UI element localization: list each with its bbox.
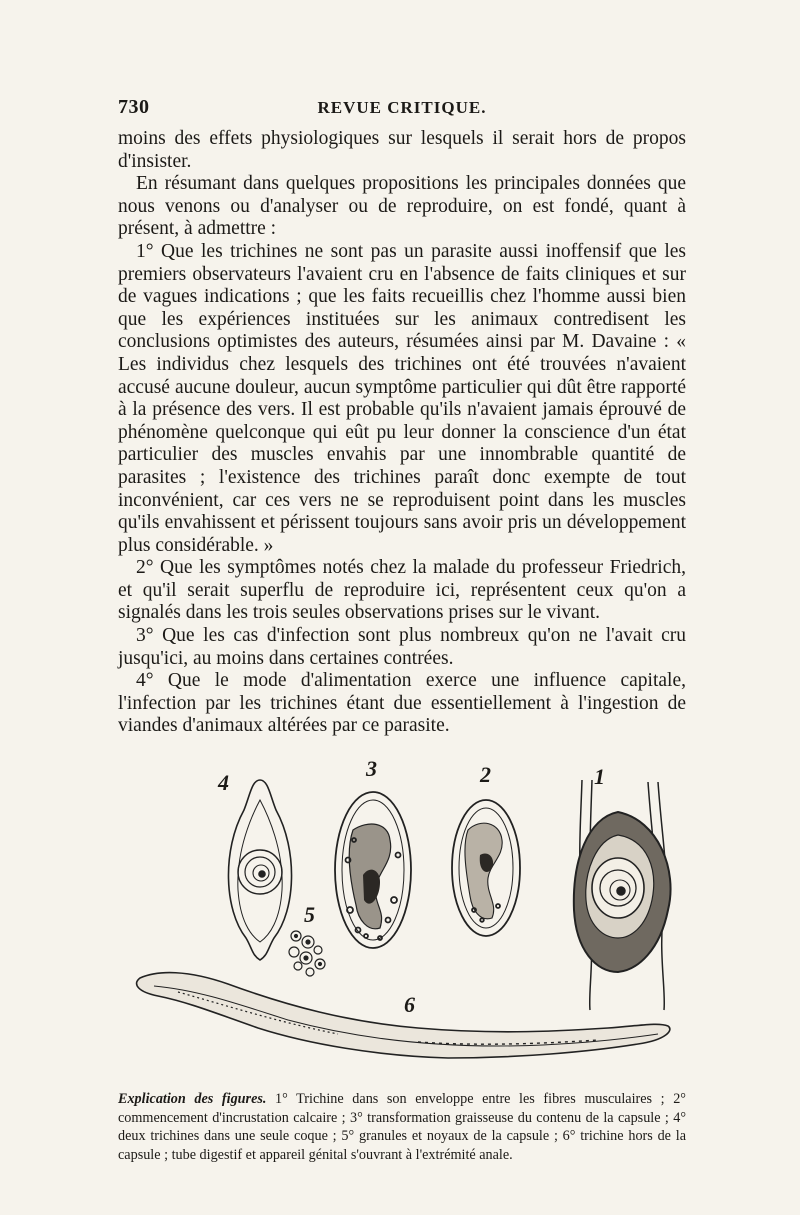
- body-text: [118, 128, 686, 738]
- running-title: REVUE CRITIQUE.: [317, 98, 487, 117]
- paragraph: En résumant dans quelques propositions les principales données que nous venons ou d'analyser ou de reproduire, on est fondé, quant à présent, à admettre :: [118, 173, 686, 240]
- caption-title: Explication des figures.: [118, 1091, 267, 1107]
- figure-2-capsule: [452, 800, 520, 936]
- paragraph: 2° Que les symptômes notés chez la malade du professeur Friedrich, et qu'il serait superflu de reproduire ici, représentent ceux qu'on a signalés dans les trois seules observations prises sur le vivant.: [118, 557, 686, 624]
- figure-label-1: 1: [594, 764, 605, 789]
- caption-text: 1° Trichine dans son enveloppe entre les fibres musculaires ; 2° commencement d'incrustation calcaire ; 3° transformation graisseuse du contenu de la capsule ; 4° deux trichines dans une seule coque ; 5° granules et noyaux de la capsule ; 6° trichine hors de la capsule ; tube digestif et appareil génital s'ouvrant à l'extrémité anale.: [118, 1091, 686, 1163]
- page-header: [118, 96, 686, 124]
- trichina-illustration: [118, 760, 686, 1095]
- figure-4-capsule: [228, 780, 291, 960]
- paragraph: moins des effets physiologiques sur lesquels il serait hors de propos d'insister.: [118, 128, 686, 172]
- figure-label-6: 6: [404, 992, 415, 1017]
- page-number: 730: [118, 96, 150, 118]
- figure-3-capsule: [335, 792, 411, 948]
- figure-caption: [118, 1090, 686, 1164]
- figure-5-granules: [289, 931, 325, 976]
- paragraph: 4° Que le mode d'alimentation exerce une influence capitale, l'infection par les trichines étant due essentiellement à l'ingestion de viandes d'animaux altérées par ce parasite.: [118, 670, 686, 737]
- figure-label-5: 5: [304, 902, 315, 927]
- paragraph: 3° Que les cas d'infection sont plus nombreux qu'on ne l'avait cru jusqu'ici, au moins dans certaines contrées.: [118, 625, 686, 669]
- figure-label-2: 2: [480, 762, 491, 787]
- paragraph: 1° Que les trichines ne sont pas un parasite aussi inoffensif que les premiers observateurs l'avaient cru en l'absence de faits cliniques et sur de vagues indications ; que les faits recueillis chez l'homme aussi bien que les expériences instituées sur les animaux contredisent les conclusions optimistes des auteurs, résumées ainsi par M. Davaine : « Les individus chez lesquels des trichines ont été trouvées n'avaient accusé aucune douleur, aucun symptôme particulier qui dût être rapporté à la présence des vers. Il est probable qu'ils n'avaient jamais éprouvé de phénomène quelconque qui eût pu leur donner la conscience d'un état particulier des muscles envahis par une innombrable quantité de parasites ; l'existence des trichines paraît donc exempte de tout inconvénient, car ces vers ne se reproduisent point dans les muscles qu'ils envahissent et périssent toujours sans avoir pris un développement plus considérable. »: [118, 240, 686, 556]
- figure-engraving: [118, 760, 686, 1095]
- figure-label-3: 3: [366, 760, 377, 781]
- figure-label-4: 4: [218, 770, 229, 795]
- figure-1-capsule-in-muscle: [574, 780, 671, 1010]
